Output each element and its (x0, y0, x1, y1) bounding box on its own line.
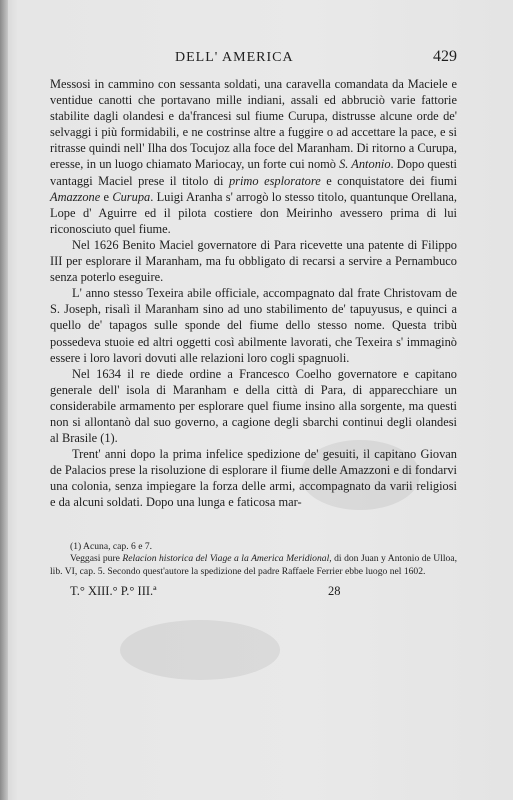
text-run: Trent' anni dopo la prima infelice spedizione de' gesuiti, il capitano Giovan de Palacios prese la risoluzione di esplorare il fiume delle Amazzoni e di fondarvi una colonia, senza impiegare la forza delle armi, accompagnato da varii religiosi e da alcuni soldati. Dopo una lunga e faticosa mar- (50, 447, 457, 510)
printer-signature (50, 584, 457, 604)
page-gutter-edge (0, 0, 8, 800)
text-run: Veggasi pure (70, 553, 123, 565)
text-run: Nel 1634 il re diede ordine a Francesco Coelho governatore e capitano generale dell' isola di Maranham e della città di Para, di apparecchiare un considerabile armamento per esplorare quel fiume insino alla sorgente, ma questi non si allontanò dal suo governo, a cagione degli sbarchi continui degli olandesi al Brasile (1). (50, 366, 457, 446)
footnote (50, 541, 457, 554)
text-run: L' anno stesso Texeira abile officiale, accompagnato dal frate Christovam de S. Joseph, risalì il Maranham sino ad uno stabilimento de' tapuyusus, e quinci a quello de' tapagos sulle sponde del fiume dello stesso nome. Questa tribù possedeva stuoie ed altri oggetti così abilmente lavorati, che Texeira s' immaginò essere i loro lavori dovuti alle relazioni loro cogli spagnuoli. (50, 286, 457, 365)
italic-text: Relacion historica del Viage a la America Meridional (122, 553, 330, 565)
paragraph (50, 237, 457, 285)
text-run: . Luigi Aranha s' arrogò lo stesso titolo, quantunque Orellana, Lope d' Aguirre ed il pilota costiere don Meirinho avessero prima di lui riconosciuto quel fiume. (50, 189, 457, 236)
signature-sheet-number: 28 (328, 584, 341, 599)
text-run: e conquistatore dei fiumi (320, 173, 458, 188)
italic-text: Amazzone (50, 189, 101, 204)
page-content (50, 48, 457, 604)
page-number: 429 (433, 48, 457, 65)
text-run: (1) Acuna, cap. 6 e 7. (70, 540, 153, 552)
footnote (50, 553, 457, 578)
running-title: DELL' AMERICA (175, 50, 294, 65)
italic-text: S. Antonio (339, 157, 391, 172)
text-run: Nel 1626 Benito Maciel governatore di Para ricevette una patente di Filippo III per esplorare il Maranham, ma fu obbligato di recarsi a servire a Pernambuco senza poterlo eseguire. (50, 237, 457, 285)
paper-stain (120, 620, 280, 680)
paragraph (50, 285, 457, 365)
paragraph (50, 366, 457, 446)
footnotes (50, 541, 457, 579)
text-run: e (100, 189, 113, 204)
paragraph (50, 76, 457, 237)
running-head (50, 48, 457, 72)
signature-volume: T.° XIII.° P.° III.ª (70, 584, 157, 599)
text-run: Messosi in cammino con sessanta soldati, una caravella comandata da Maciele e ventidue canotti che portavano mille indiani, assali ed abbruciò varie fattorie stabilite dagli olandesi e da'francesi sul fiume Curupa, distrusse alcune orde de' selvaggi i più formidabili, e ne costrinse altre a fuggire o ad accettare la pace, e si ritrasse quindi nell' Ilha dos Tocujoz alla foce del Maranham. Di ritorno a Curupa, eresse, in un luogo chiamato Mariocay, un forte cui nomò (50, 77, 457, 172)
text-run: . Dopo questi vantaggi Maciel prese il titolo di (50, 157, 457, 188)
body-text (50, 76, 457, 511)
italic-text: primo esploratore (228, 173, 321, 188)
text-run: , di don Juan y Antonio de Ulloa, lib. VI, cap. 5. Secondo quest'autore la spedizione del padre Raffaele Ferrier ebbe luogo nel 1602. (50, 553, 458, 577)
paragraph (50, 446, 457, 510)
italic-text: Curupa (112, 189, 151, 204)
